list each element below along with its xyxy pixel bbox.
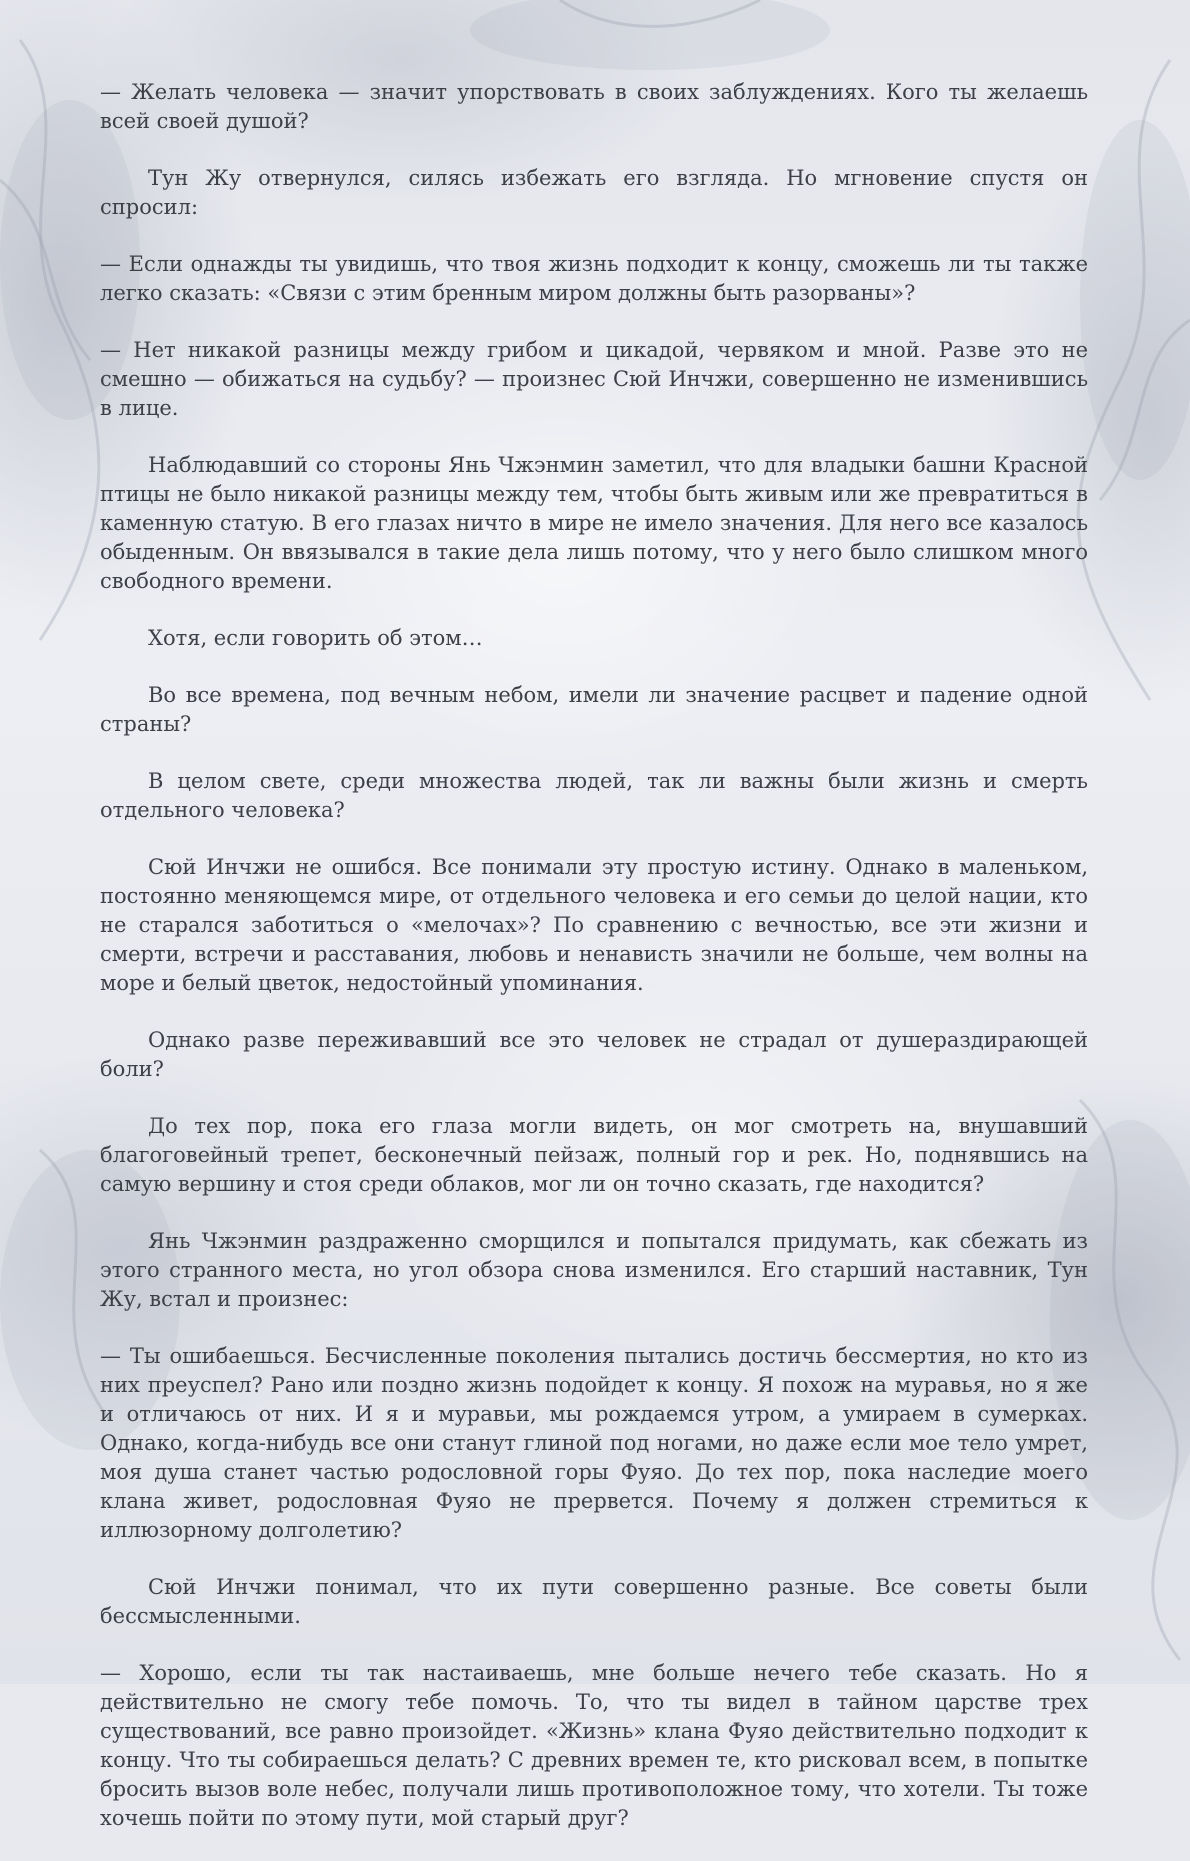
paragraph-dialogue: — Желать человека — значит упорствовать в своих заблуждениях. Кого ты желаешь всей своей душой? xyxy=(100,80,1088,133)
paragraph-narration: Тун Жу отвернулся, силясь избежать его взгляда. Но мгновение спустя он спросил: xyxy=(100,166,1088,219)
paragraph-narration: Сюй Инчжи не ошибся. Все понимали эту простую истину. Однако в маленьком, постоянно меняющемся мире, от отдельного человека и его семьи до целой нации, кто не старался заботиться о «мелочах»? По сравнению с вечностью, все эти жизни и смерти, встречи и расставания, любовь и ненависть значили не больше, чем волны на море и белый цветок, недостойный упоминания. xyxy=(100,855,1088,995)
paragraph-narration: Янь Чжэнмин раздраженно сморщился и попытался придумать, как сбежать из этого странного места, но угол обзора снова изменился. Его старший наставник, Тун Жу, встал и произнес: xyxy=(100,1229,1088,1311)
paragraph-narration: Во все времена, под вечным небом, имели ли значение расцвет и падение одной страны? xyxy=(100,683,1088,736)
paragraph-narration: Сюй Инчжи понимал, что их пути совершенно разные. Все советы были бессмысленными. xyxy=(100,1575,1088,1628)
paragraph-narration: В целом свете, среди множества людей, так ли важны были жизнь и смерть отдельного человека? xyxy=(100,769,1088,822)
text-body xyxy=(100,78,1088,1861)
paragraph-dialogue: — Если однажды ты увидишь, что твоя жизнь подходит к концу, сможешь ли ты также легко сказать: «Связи с этим бренным миром должны быть разорваны»? xyxy=(100,252,1088,305)
paragraph-narration: Хотя, если говорить об этом… xyxy=(148,626,483,650)
paragraph-narration: Наблюдавший со стороны Янь Чжэнмин заметил, что для владыки башни Красной птицы не было никакой разницы между тем, чтобы быть живым или же превратиться в каменную статую. В его глазах ничто в мире не имело значения. Для него все казалось обыденным. Он ввязывался в такие дела лишь потому, что у него было слишком много свободного времени. xyxy=(100,453,1088,593)
paragraph-narration: До тех пор, пока его глаза могли видеть, он мог смотреть на, внушавший благоговейный трепет, бесконечный пейзаж, полный гор и рек. Но, поднявшись на самую вершину и стоя среди облаков, мог ли он точно сказать, где находится? xyxy=(100,1114,1088,1196)
paragraph-dialogue: — Нет никакой разницы между грибом и цикадой, червяком и мной. Разве это не смешно — обижаться на судьбу? — произнес Сюй Инчжи, совершенно не изменившись в лице. xyxy=(100,338,1088,420)
paragraph-dialogue: — Хорошо, если ты так настаиваешь, мне больше нечего тебе сказать. Но я действительно не смогу тебе помочь. То, что ты видел в тайном царстве трех существований, все равно произойдет. «Жизнь» клана Фуяо действительно подходит к концу. Что ты собираешься делать? С древних времен те, кто рисковал всем, в попытке бросить вызов воле небес, получали лишь противоположное тому, что хотели. Ты тоже хочешь пойти по этому пути, мой старый друг? xyxy=(100,1661,1088,1830)
paragraph-dialogue: — Ты ошибаешься. Бесчисленные поколения пытались достичь бессмертия, но кто из них преуспел? Рано или поздно жизнь подойдет к концу. Я похож на муравья, но я же и отличаюсь от них. И я и муравьи, мы рождаемся утром, а умираем в сумерках. Однако, когда-нибудь все они станут глиной под ногами, но даже если мое тело умрет, моя душа станет частью родословной горы Фуяо. До тех пор, пока наследие моего клана живет, родословная Фуяо не прервется. Почему я должен стремиться к иллюзорному долголетию? xyxy=(100,1344,1088,1542)
paragraph-narration: Однако разве переживавший все это человек не страдал от душераздирающей боли? xyxy=(100,1028,1088,1081)
